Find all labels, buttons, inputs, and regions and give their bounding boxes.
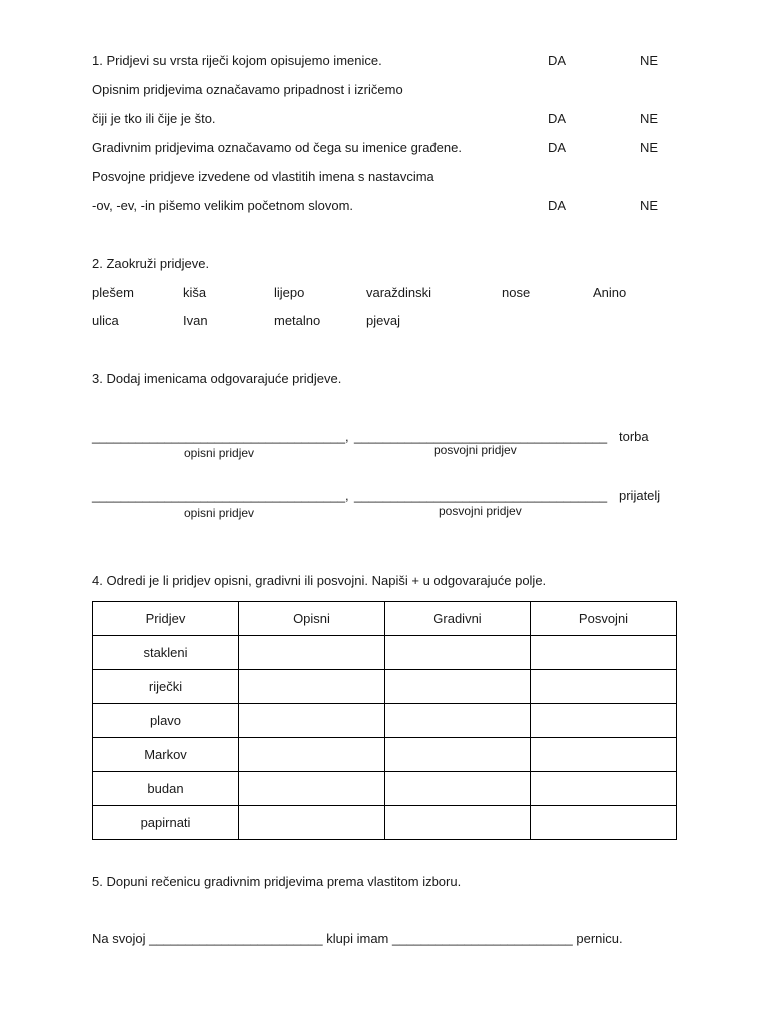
answer-cell[interactable] <box>239 636 385 670</box>
task1-statement-4b: -ov, -ev, -in pišemo velikim početnom slovom. <box>92 198 354 213</box>
task2-word[interactable]: kiša <box>183 285 207 300</box>
task2-word[interactable]: pjevaj <box>366 313 400 328</box>
table-row <box>93 704 677 738</box>
task2-word[interactable]: metalno <box>274 313 321 328</box>
column-header: Posvojni <box>531 602 677 636</box>
adjective-cell: Markov <box>93 738 239 772</box>
task1-ne-1[interactable]: NE <box>640 53 659 68</box>
task3-label-descriptive-1: opisni pridjev <box>184 446 255 460</box>
task2-word[interactable]: Anino <box>593 285 627 300</box>
answer-cell[interactable] <box>385 636 531 670</box>
column-header: Opisni <box>239 602 385 636</box>
table-row <box>93 636 677 670</box>
answer-cell[interactable] <box>239 704 385 738</box>
adjective-cell: plavo <box>93 704 239 738</box>
answer-cell[interactable] <box>531 738 677 772</box>
adjective-classification-table <box>92 601 677 840</box>
task1-ne-2[interactable]: NE <box>640 111 659 126</box>
task1-statement-2a: Opisnim pridjevima označavamo pripadnost i izričemo <box>92 82 403 97</box>
task2-word[interactable]: plešem <box>92 285 134 300</box>
task3-blank-possessive-2[interactable]: ___________________________________ <box>354 488 608 503</box>
task1-da-1[interactable]: DA <box>548 53 567 68</box>
answer-cell[interactable] <box>385 772 531 806</box>
table-header-row <box>93 602 677 636</box>
task5-text-1: Na svojoj <box>92 931 146 946</box>
answer-cell[interactable] <box>531 806 677 840</box>
table-row <box>93 772 677 806</box>
task4-title: 4. Odredi je li pridjev opisni, gradivni ili posvojni. Napiši + u odgovarajuće polje. <box>92 573 547 588</box>
table-row <box>93 738 677 772</box>
answer-cell[interactable] <box>385 704 531 738</box>
answer-cell[interactable] <box>531 704 677 738</box>
table-row <box>93 806 677 840</box>
task3-noun-2: prijatelj <box>619 488 661 503</box>
task3-label-possessive-1: posvojni pridjev <box>434 443 517 457</box>
adjective-cell: riječki <box>93 670 239 704</box>
task5-sentence <box>92 931 623 946</box>
task3-blank-descriptive-2[interactable]: ___________________________________, <box>92 488 349 503</box>
task3-title: 3. Dodaj imenicama odgovarajuće pridjeve. <box>92 371 342 386</box>
task1-statement-3: Gradivnim pridjevima označavamo od čega su imenice građene. <box>92 140 462 155</box>
task1-da-3[interactable]: DA <box>548 140 567 155</box>
task2-word[interactable]: ulica <box>92 313 119 328</box>
table-row <box>93 670 677 704</box>
task5-text-3: pernicu. <box>576 931 623 946</box>
task3-blank-descriptive-1[interactable]: ___________________________________, <box>92 429 349 444</box>
task5-blank-1[interactable]: ________________________ <box>149 931 323 946</box>
task1-da-2[interactable]: DA <box>548 111 567 126</box>
answer-cell[interactable] <box>239 772 385 806</box>
answer-cell[interactable] <box>385 670 531 704</box>
task2-title: 2. Zaokruži pridjeve. <box>92 256 210 271</box>
answer-cell[interactable] <box>239 670 385 704</box>
task5-title: 5. Dopuni rečenicu gradivnim pridjevima prema vlastitom izboru. <box>92 874 462 889</box>
adjective-cell: papirnati <box>93 806 239 840</box>
answer-cell[interactable] <box>239 806 385 840</box>
column-header: Gradivni <box>385 602 531 636</box>
task1-ne-4[interactable]: NE <box>640 198 659 213</box>
answer-cell[interactable] <box>531 772 677 806</box>
task5-text-2: klupi imam <box>326 931 389 946</box>
task1-statement-4a: Posvojne pridjeve izvedene od vlastitih imena s nastavcima <box>92 169 434 184</box>
answer-cell[interactable] <box>239 738 385 772</box>
task3-blank-possessive-1[interactable]: ___________________________________ <box>354 429 608 444</box>
task3-noun-1: torba <box>619 429 649 444</box>
task2-word[interactable]: varaždinski <box>366 285 432 300</box>
task3-label-descriptive-2: opisni pridjev <box>184 506 255 520</box>
column-header: Pridjev <box>93 602 239 636</box>
answer-cell[interactable] <box>531 636 677 670</box>
task3-label-possessive-2: posvojni pridjev <box>439 504 522 518</box>
task2-word[interactable]: Ivan <box>183 313 208 328</box>
answer-cell[interactable] <box>531 670 677 704</box>
task1-statement-2b: čiji je tko ili čije je što. <box>92 111 216 126</box>
task1-ne-3[interactable]: NE <box>640 140 659 155</box>
task5-blank-2[interactable]: _________________________ <box>392 931 573 946</box>
answer-cell[interactable] <box>385 806 531 840</box>
task1-statement-1: 1. Pridjevi su vrsta riječi kojom opisujemo imenice. <box>92 53 382 68</box>
adjective-cell: stakleni <box>93 636 239 670</box>
task1-da-4[interactable]: DA <box>548 198 567 213</box>
task2-word[interactable]: nose <box>502 285 531 300</box>
adjective-cell: budan <box>93 772 239 806</box>
task2-word[interactable]: lijepo <box>274 285 305 300</box>
answer-cell[interactable] <box>385 738 531 772</box>
